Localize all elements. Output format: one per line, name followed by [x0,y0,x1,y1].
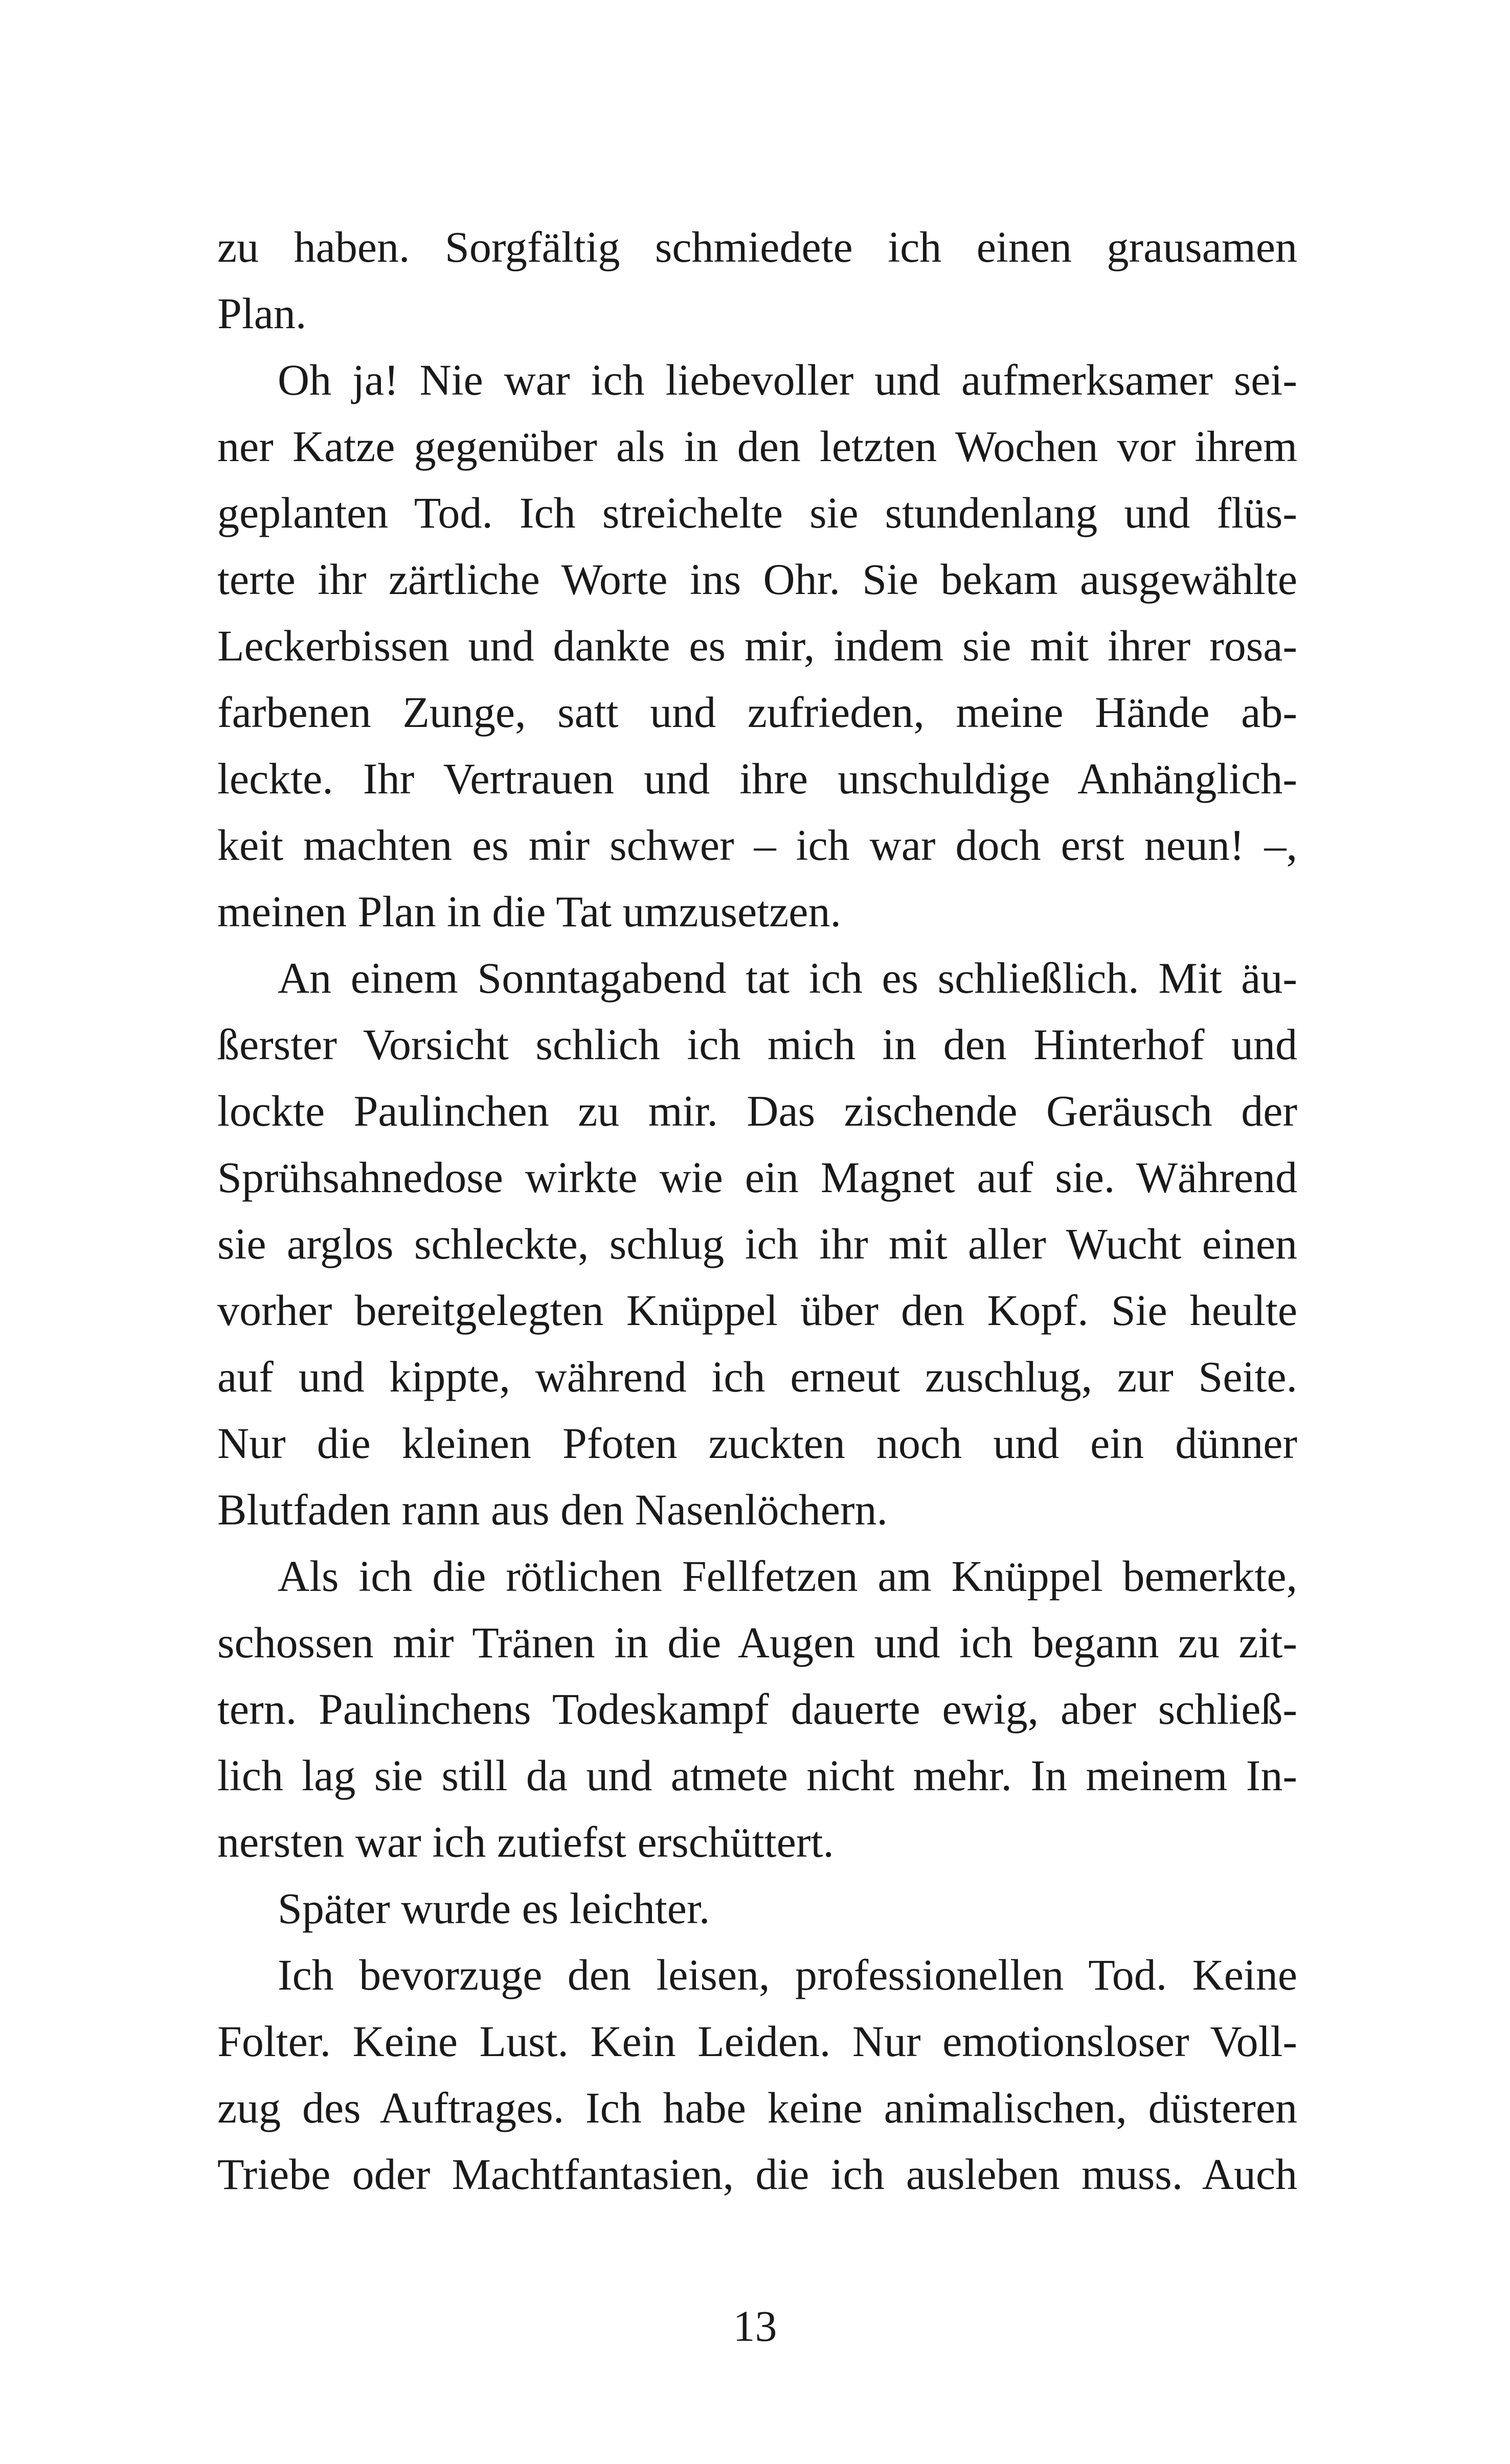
text-line: lockte Paulinchen zu mir. Das zischende Geräusch der [217,1086,1297,1135]
text-line: ßerster Vorsicht schlich ich mich in den Hinterhof und [217,1020,1297,1069]
text-line: Nur die kleinen Pfoten zuckten noch und ein dünner [217,1419,1297,1468]
text-line: meinen Plan in die Tat umzusetzen. [217,887,841,936]
text-line: keit machten es mir schwer – ich war doch erst neun! –, [217,820,1297,870]
text-line: zug des Auftrages. Ich habe keine animalischen, düsteren [217,2083,1297,2132]
body-text [217,214,1297,2207]
paragraph [217,347,1297,945]
text-line: Triebe oder Machtfantasien, die ich ausleben muss. Auch [217,2150,1297,2199]
page-number: 13 [733,2301,777,2351]
text-line: farbenen Zunge, satt und zufrieden, meine Hände ab- [217,688,1297,737]
text-line: nersten war ich zutiefst erschüttert. [217,1817,834,1866]
text-line: Plan. [217,289,307,338]
text-line: schossen mir Tränen in die Augen und ich begann zu zit- [217,1618,1297,1667]
text-line: Sprühsahnedose wirkte wie ein Magnet auf sie. Während [217,1153,1297,1202]
text-line: Folter. Keine Lust. Kein Leiden. Nur emotionsloser Voll- [217,2017,1297,2066]
text-line: Blutfaden rann aus den Nasenlöchern. [217,1485,888,1534]
text-line: Als ich die rötlichen Fellfetzen am Knüppel bemerkte, [278,1552,1297,1601]
text-line: An einem Sonntagabend tat ich es schließlich. Mit äu- [278,953,1297,1002]
text-line: vorher bereitgelegten Knüppel über den Kopf. Sie heulte [217,1286,1297,1335]
text-line: tern. Paulinchens Todeskampf dauerte ewig, aber schließ- [217,1684,1297,1733]
text-line: geplanten Tod. Ich streichelte sie stundenlang und flüs- [217,488,1297,537]
text-line: Leckerbissen und dankte es mir, indem sie mit ihrer rosa- [217,621,1297,670]
text-line: Später wurde es leichter. [278,1884,710,1933]
text-line: lich lag sie still da und atmete nicht mehr. In meinem In- [217,1751,1297,1800]
paragraph [217,1942,1297,2207]
text-line: auf und kippte, während ich erneut zuschlug, zur Seite. [217,1352,1297,1401]
text-line: Ich bevorzuge den leisen, professionellen Tod. Keine [278,1950,1297,1999]
text-line: zu haben. Sorgfältig schmiedete ich einen grausamen [217,222,1297,271]
paragraph [217,1875,1297,1942]
text-line: terte ihr zärtliche Worte ins Ohr. Sie bekam ausgewählte [217,555,1297,604]
paragraph [217,214,1297,347]
paragraph [217,1543,1297,1875]
text-line: sie arglos schleckte, schlug ich ihr mit aller Wucht einen [217,1219,1297,1268]
text-line: Oh ja! Nie war ich liebevoller und aufmerksamer sei- [278,355,1297,404]
text-line: leckte. Ihr Vertrauen und ihre unschuldige Anhänglich- [217,754,1297,803]
paragraph [217,945,1297,1543]
text-line: ner Katze gegenüber als in den letzten Wochen vor ihrem [217,422,1297,471]
